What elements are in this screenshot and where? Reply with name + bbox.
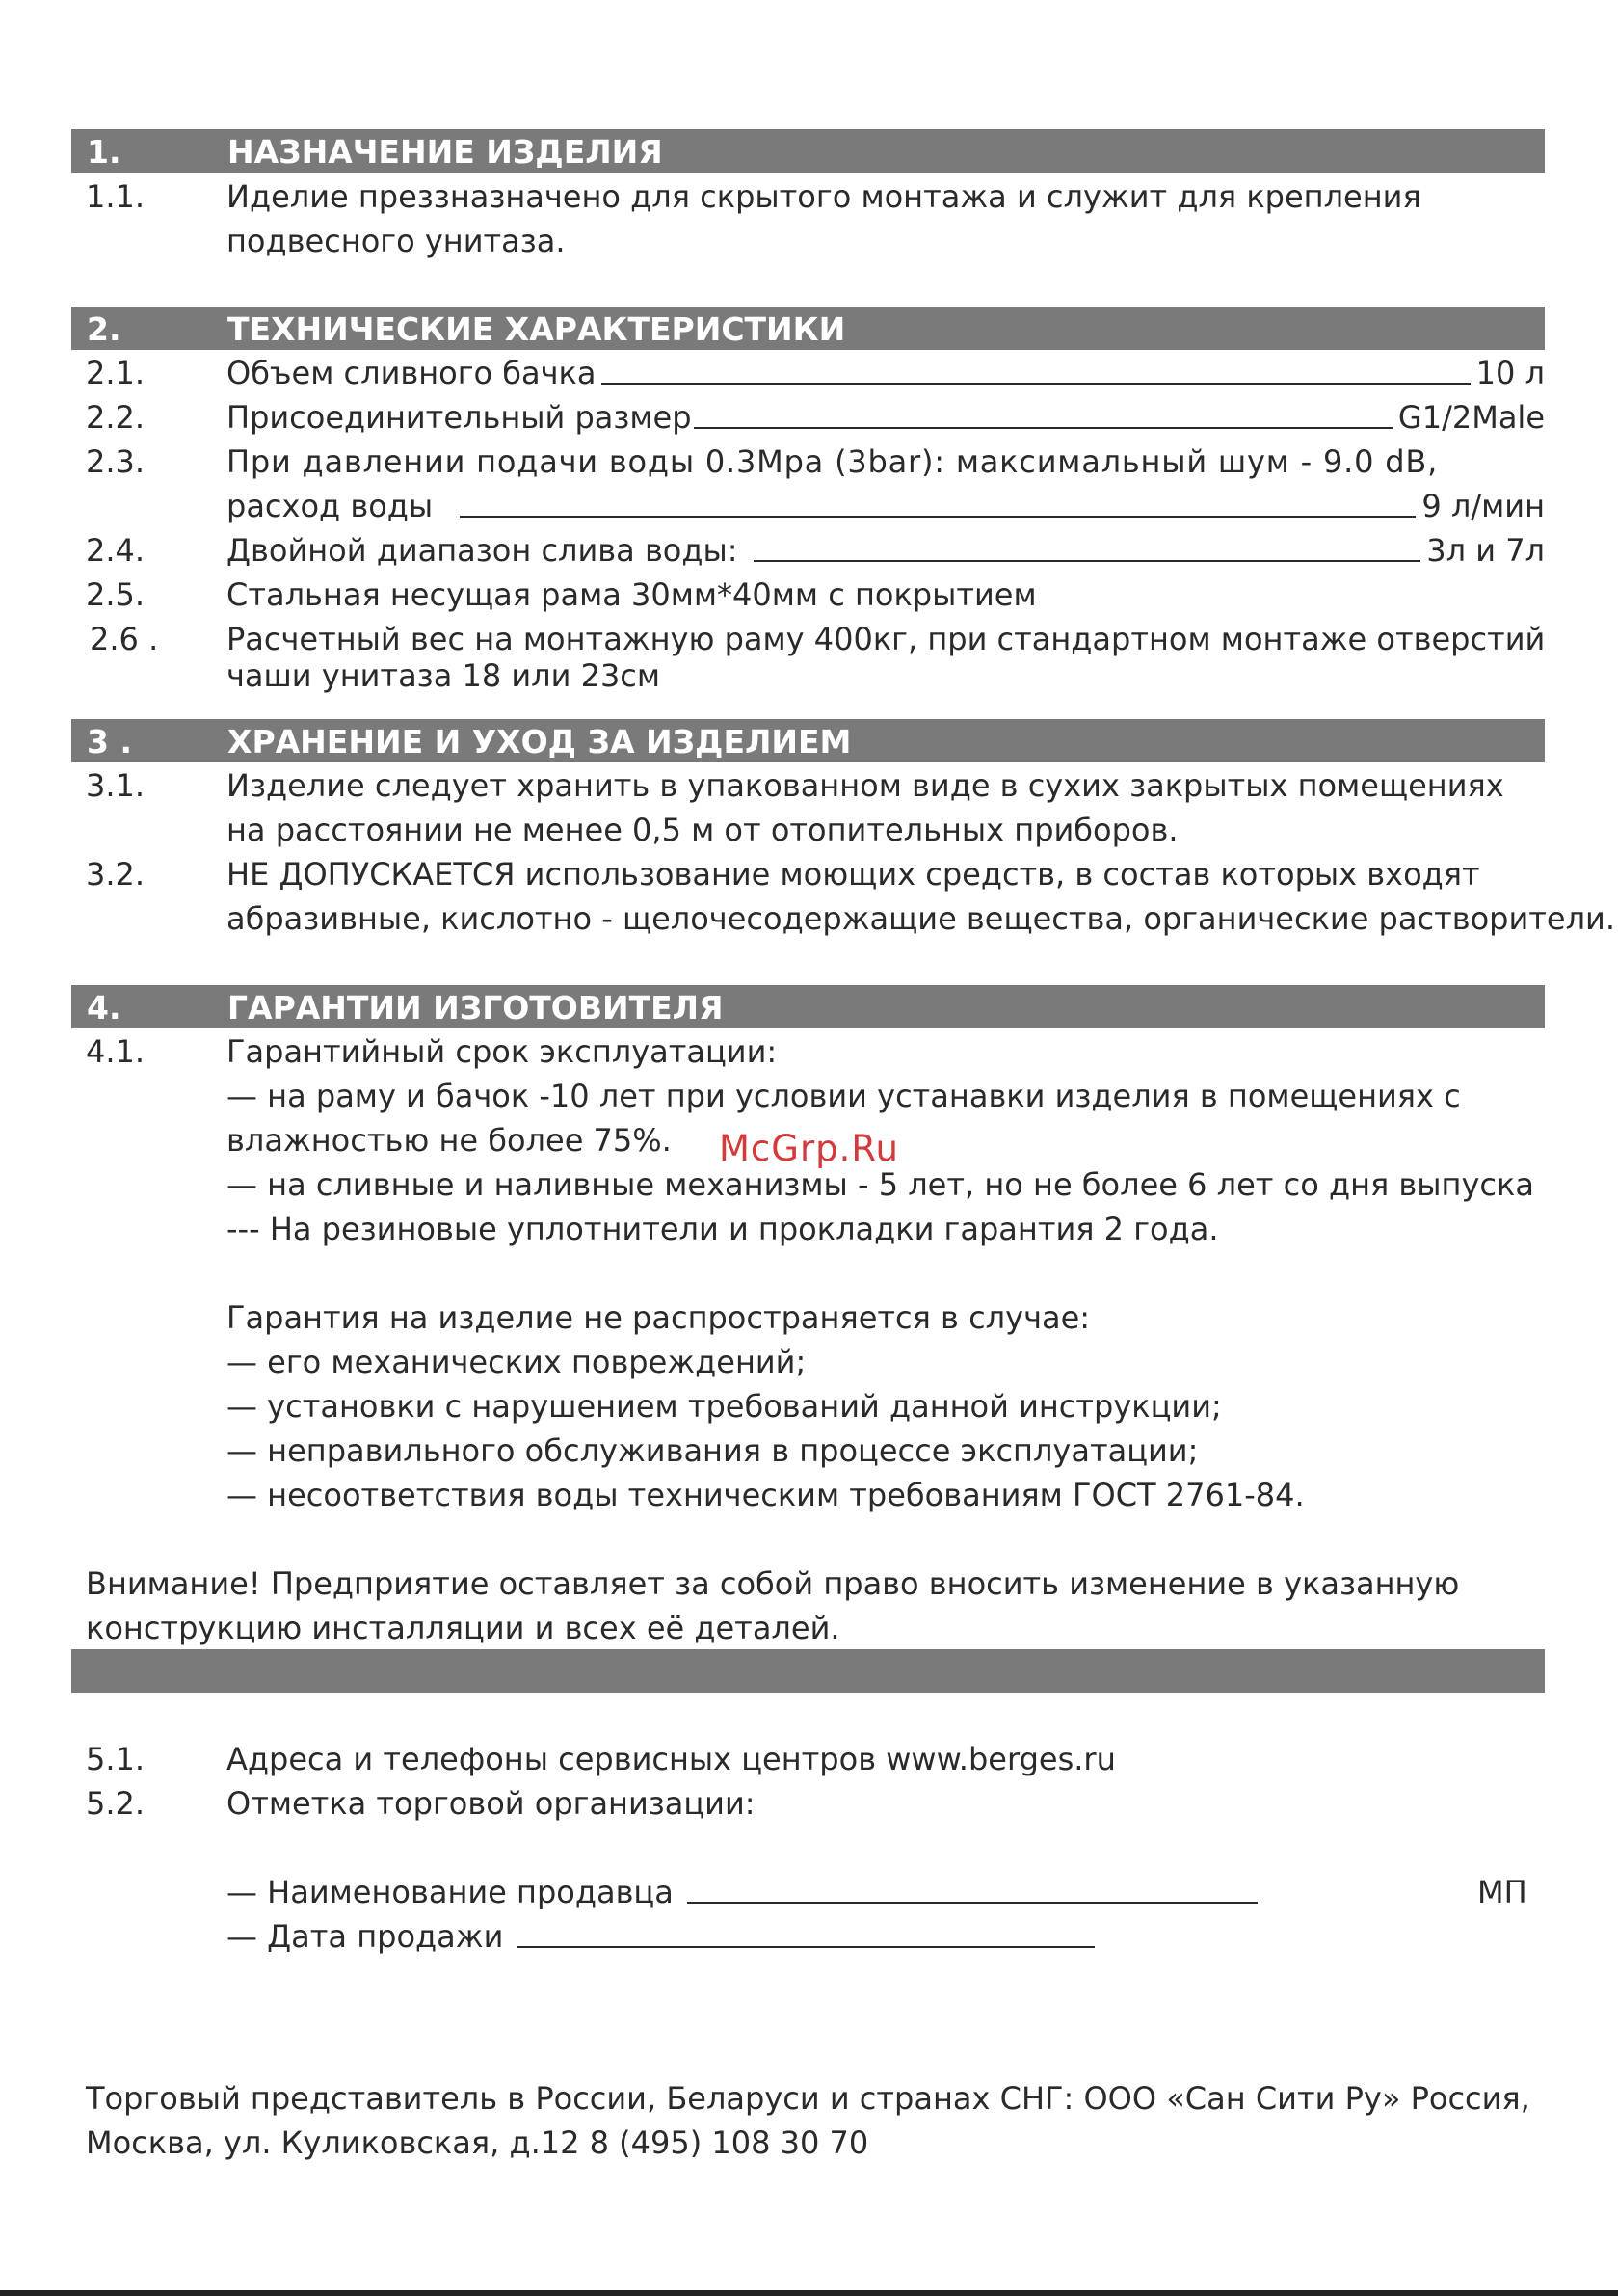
spec-label: расход воды: [226, 488, 434, 524]
warranty-line: --- На резиновые уплотнители и прокладки гарантия 2 года.: [226, 1211, 1219, 1247]
watermark: McGrp.Ru: [719, 1128, 899, 1169]
footer-text: Москва, ул. Куликовская, д.12 8 (495) 108 30 70: [86, 2124, 869, 2161]
item-number: 2.5.: [86, 576, 146, 613]
spec-row: [226, 398, 1545, 437]
section-3-header: [71, 719, 1545, 762]
item-text: Иделие преззназначено для скрытого монтажа и служит для крепления: [226, 178, 1421, 215]
item-text: При давлении подачи воды 0.3Mpa (3bar): максимальный шум - 9.0 dB,: [226, 443, 1439, 480]
section-title: ХРАНЕНИЕ И УХОД ЗА ИЗДЕЛИЕМ: [227, 723, 852, 761]
spec-label: Присоединительный размер: [226, 399, 692, 436]
date-label: — Дата продажи: [226, 1918, 504, 1955]
notice-text: Внимание! Предприятие оставляет за собой право вносить изменение в указанную: [86, 1565, 1460, 1602]
section-1-header: [71, 129, 1545, 173]
item-number: 1.1.: [86, 178, 146, 215]
item-text: Гарантийный срок эксплуатации:: [226, 1033, 778, 1070]
section-number: 1.: [87, 133, 121, 171]
section-5-header: [71, 1649, 1545, 1693]
item-text: Стальная несущая рама 30мм*40мм с покрытием: [226, 576, 1037, 613]
warranty-line: влажностью не более 75%.: [226, 1122, 672, 1159]
item-number: 5.2.: [86, 1785, 146, 1822]
fill-line: [460, 516, 1416, 518]
section-title: ТЕХНИЧЕСКИЕ ХАРАКТЕРИСТИКИ: [227, 310, 846, 348]
warranty-line: Гарантия на изделие не распространяется в случае:: [226, 1299, 1091, 1336]
section-title: НАЗНАЧЕНИЕ ИЗДЕЛИЯ: [227, 133, 663, 171]
item-number: 2.4.: [86, 532, 146, 569]
item-number: 5.1.: [86, 1741, 146, 1777]
item-number: 2.6 .: [90, 621, 159, 657]
item-text: чаши унитаза 18 или 23см: [226, 657, 661, 694]
warranty-line: — его механических повреждений;: [226, 1344, 807, 1380]
item-number: 3.2.: [86, 856, 146, 893]
item-text: НЕ ДОПУСКАЕТСЯ использование моющих средств, в состав которых входят: [226, 856, 1480, 893]
spec-value: G1/2Male: [1397, 399, 1545, 436]
warranty-line: — несоответствия воды техническим требованиям ГОСТ 2761-84.: [226, 1477, 1305, 1513]
warranty-line: — на раму и бачок -10 лет при условии устанавки изделия в помещениях с: [226, 1078, 1461, 1114]
spec-value: 9 л/мин: [1421, 488, 1545, 524]
item-text: абразивные, кислотно - щелочесодержащие вещества, органические растворители.: [226, 900, 1615, 937]
seller-label: — Наименование продавца: [226, 1874, 674, 1910]
stamp-label: МП: [1477, 1874, 1527, 1910]
section-number: 2.: [87, 310, 121, 348]
seller-line: [687, 1902, 1258, 1904]
item-number: 4.1.: [86, 1033, 146, 1070]
item-text: подвесного унитаза.: [226, 223, 566, 259]
date-field: [226, 1917, 1095, 1956]
section-title: ГАРАНТИИ ИЗГОТОВИТЕЛЯ: [227, 989, 724, 1027]
footer-text: Торговый представитель в России, Беларуси и странах СНГ: ООО «Сан Сити Ру» Россия,: [86, 2080, 1530, 2117]
item-number: 2.1.: [86, 355, 146, 391]
warranty-line: — установки с нарушением требований данной инструкции;: [226, 1388, 1222, 1425]
section-2-header: [71, 307, 1545, 350]
notice-text: конструкцию инсталляции и всех её деталей.: [86, 1610, 840, 1646]
warranty-line: — на сливные и наливные механизмы - 5 лет, но не более 6 лет со дня выпуска: [226, 1166, 1534, 1203]
spec-row: [226, 487, 1545, 525]
date-line: [517, 1946, 1095, 1948]
item-text: Отметка торговой организации:: [226, 1785, 756, 1822]
section-number: 3 .: [87, 723, 132, 761]
item-number: 3.1.: [86, 767, 146, 804]
spec-row: [226, 354, 1545, 392]
spec-label: Двойной диапазон слива воды:: [226, 532, 738, 569]
fill-line: [754, 560, 1421, 562]
seller-field: [226, 1873, 1258, 1911]
item-number: 2.2.: [86, 399, 146, 436]
fill-line: [694, 427, 1393, 429]
section-4-header: [71, 985, 1545, 1028]
item-text: Изделие следует хранить в упакованном виде в сухих закрытых помещениях: [226, 767, 1504, 804]
item-text: на расстоянии не менее 0,5 м от отопительных приборов.: [226, 812, 1179, 848]
fill-line: [601, 383, 1470, 385]
spec-value: 3л и 7л: [1426, 532, 1545, 569]
spec-row: [226, 531, 1545, 570]
spec-value: 10 л: [1475, 355, 1545, 391]
item-text: Расчетный вес на монтажную раму 400кг, при стандартном монтаже отверстий: [226, 621, 1546, 657]
service-centers-text: Адреса и телефоны сервисных центров www.berges.ru: [226, 1741, 1116, 1777]
item-number: 2.3.: [86, 443, 146, 480]
warranty-line: — неправильного обслуживания в процессе эксплуатации;: [226, 1432, 1199, 1469]
spec-label: Объем сливного бачка: [226, 355, 597, 391]
section-number: 4.: [87, 989, 121, 1027]
bottom-rule: [0, 2290, 1618, 2296]
